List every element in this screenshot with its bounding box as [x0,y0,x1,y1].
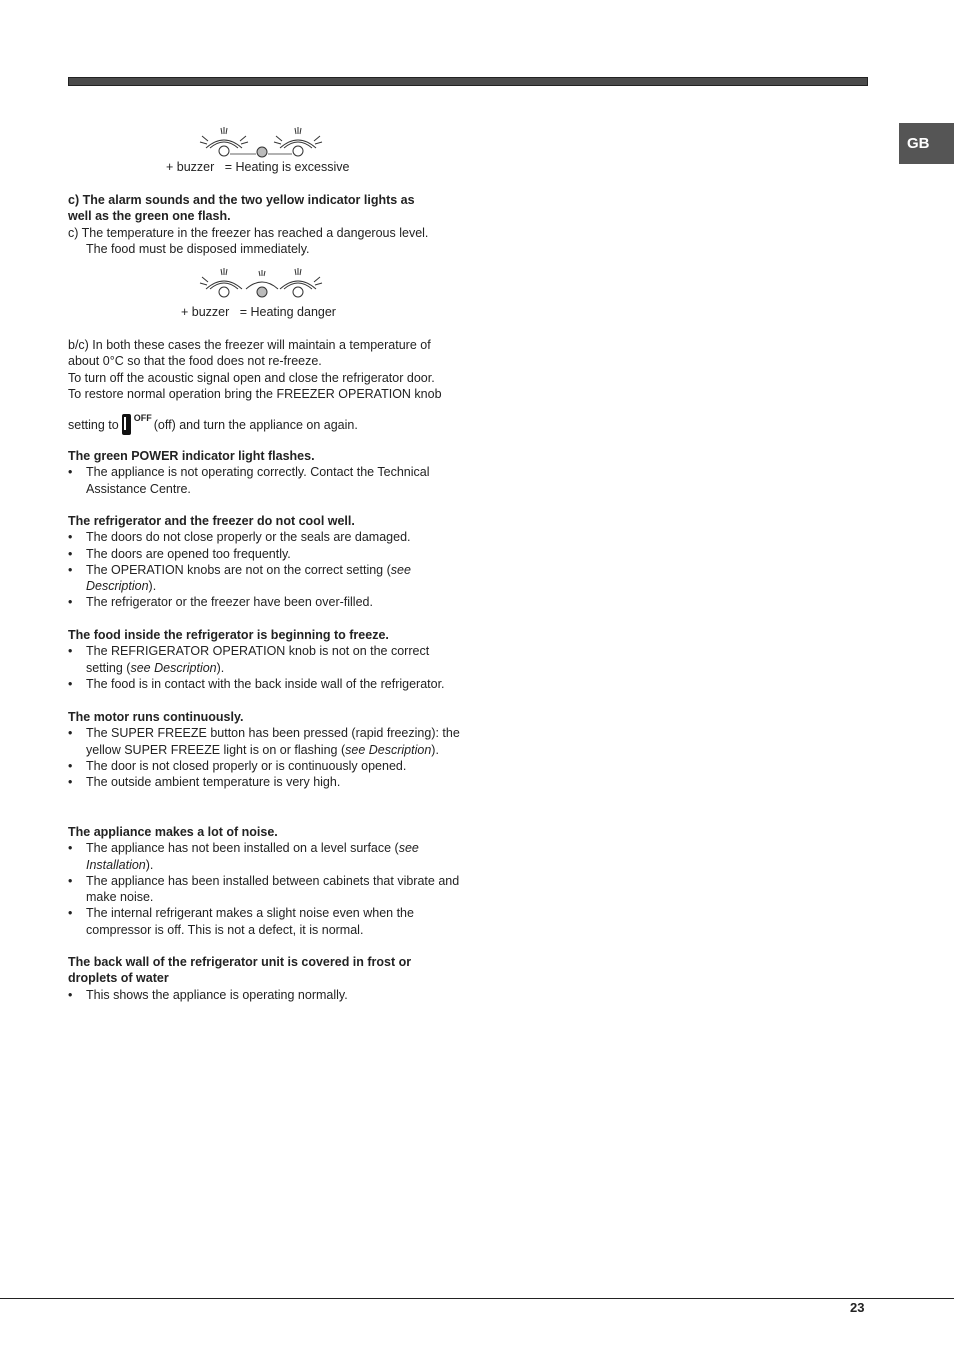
flashing-light-icon [200,268,242,297]
section-heading: The food inside the refrigerator is beginning to freeze. [68,628,389,642]
list-item: • The refrigerator or the freezer have been over-filled. [68,594,460,610]
figure-2-caption [181,305,336,319]
figure-1-caption [166,160,349,174]
section-bc-line-2: about 0°C so that the food does not re-freeze. [68,354,322,369]
header-bar [68,77,868,86]
section-c-text-1: c) The temperature in the freezer has reached a dangerous level. [68,225,429,240]
language-tab-label: GB [907,135,930,152]
list-item: • The doors do not close properly or the seals are damaged. [68,529,460,545]
caption-buzzer: + buzzer [181,305,230,319]
list-item: • The appliance has not been installed on a level surface (see Installation). [68,840,460,873]
off-label: OFF [133,413,152,424]
section-bc-line-5 [68,410,460,435]
list-item: • This shows the appliance is operating normally. [68,987,460,1003]
list-item: • The outside ambient temperature is very high. [68,774,460,790]
green-light-icon [257,147,267,157]
list-item: • The appliance is not operating correctly. Contact the Technical Assistance Centre. [68,464,460,497]
footer-rule [0,1298,954,1299]
section-c-heading-2: well as the green one flash. [68,209,231,224]
section-heading: The motor runs continuously. [68,710,244,724]
list-item: • The food is in contact with the back inside wall of the refrigerator. [68,676,460,692]
section-c [68,192,460,257]
section-heading: The refrigerator and the freezer do not cool well. [68,514,355,528]
list-item: • The SUPER FREEZE button has been pressed (rapid freezing): the yellow SUPER FREEZE light is on or flashing (see Description). [68,725,460,758]
caption-buzzer: + buzzer [166,160,215,174]
section-heading: The back wall of the refrigerator unit is covered in frost or droplets of water [68,955,412,986]
section-c-text-2: The food must be disposed immediately. [86,241,310,256]
section-bc [68,337,460,435]
knob-icon [122,414,131,435]
language-tab [899,123,954,164]
list-item: • The OPERATION knobs are not on the correct setting (see Description). [68,562,460,595]
section-frost [68,954,460,1003]
list-item: • The door is not closed properly or is continuously opened. [68,758,460,774]
section-noise [68,824,460,938]
section-power [68,448,460,497]
section-bc-line-3: To turn off the acoustic signal open and close the refrigerator door. [68,370,435,385]
section-freeze [68,627,460,692]
flashing-light-icon [200,127,248,156]
list-item: • The doors are opened too frequently. [68,546,460,562]
indicator-figure-2 [196,265,326,303]
section-c-heading-1: c) The alarm sounds and the two yellow indicator lights as [68,193,415,207]
flashing-green-light-icon [246,270,278,297]
list-item: • The REFRIGERATOR OPERATION knob is not on the correct setting (see Description). [68,643,460,676]
indicator-figure-1 [196,124,326,162]
section-heading: The appliance makes a lot of noise. [68,825,278,839]
flashing-light-icon [274,127,322,156]
caption-meaning: = Heating danger [239,305,336,319]
section-bc-line-1: b/c) In both these cases the freezer will maintain a temperature of [68,338,431,352]
setting-to-text: setting to [68,418,119,433]
caption-meaning: = Heating is excessive [224,160,350,174]
list-item: • The appliance has been installed between cabinets that vibrate and make noise. [68,873,460,906]
section-motor [68,709,460,790]
section-heading: The green POWER indicator light flashes. [68,449,315,463]
section-cool [68,513,460,611]
list-item: • The internal refrigerant makes a slight noise even when the compressor is off. This is not a defect, it is normal. [68,905,460,938]
page-number: 23 [850,1300,865,1315]
flashing-light-icon [280,268,322,297]
off-instruction-text: (off) and turn the appliance on again. [153,418,358,433]
section-bc-line-4: To restore normal operation bring the FREEZER OPERATION knob [68,386,442,401]
